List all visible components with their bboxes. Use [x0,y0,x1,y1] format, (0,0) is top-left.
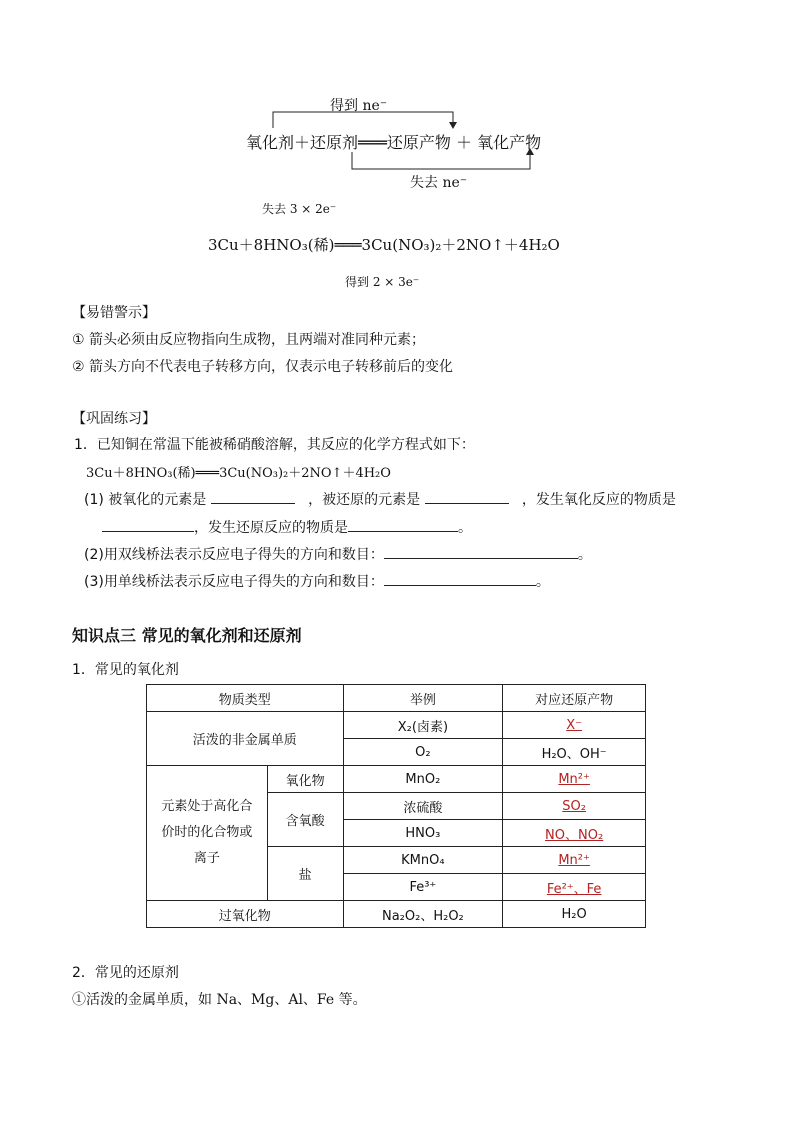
single-bridge-blank[interactable] [384,571,536,586]
period: 。 [577,547,592,563]
loss-label-1: 失去 ne⁻ [410,175,468,191]
subtitle-reducers: 2．常见的还原剂 [72,965,179,981]
cell-example: 浓硫酸 [343,793,503,820]
copper-nitric-equation: 3Cu＋8HNO₃(稀)═══3Cu(NO₃)₂＋2NO↑＋4H₂O [208,236,560,254]
cell-example: KMnO₄ [343,847,503,874]
section-title: 知识点三 常见的氧化剂和还原剂 [72,626,302,645]
cell-product [503,712,646,739]
group-line: 元素处于高化合 [161,799,253,814]
cell-product: H₂O、OH⁻ [503,739,646,766]
warning-item-1: ① 箭头必须由反应物指向生成物，且两端对准同种元素； [72,332,425,348]
subgroup-oxide: 氧化物 [267,766,343,793]
group-high-valence [147,766,268,901]
oxidized-element-prompt: (1) 被氧化的元素是 [84,492,207,508]
warning-title: 【易错警示】 [72,305,156,321]
gain-label-1: 得到 ne⁻ [330,98,388,114]
cell-product [503,820,646,847]
reduction-substance-prompt: ，发生还原反应的物质是 [194,520,348,536]
double-bridge-prompt: (2)用双线桥法表示反应电子得失的方向和数目： [84,547,384,563]
cell-example: HNO₃ [343,820,503,847]
answer-text: NO、NO₂ [545,827,604,843]
answer-text: X⁻ [566,717,582,733]
answer-text: SO₂ [562,798,586,814]
cell-example: Fe³⁺ [343,874,503,901]
answer-text: Fe²⁺、Fe [546,881,602,897]
table-row [147,766,646,793]
loss-label-2: 失去 3 × 2e⁻ [262,202,337,216]
question-1-intro: 1．已知铜在常温下能被稀硝酸溶解，其反应的化学方程式如下： [74,437,475,453]
equals-sign: ═══ [358,133,387,152]
cell-product [503,874,646,901]
header-substance-type: 物质类型 [147,685,344,712]
subgroup-oxyacid: 含氧酸 [267,793,343,847]
group-line: 离子 [193,851,220,866]
cell-product [503,793,646,820]
group-nonmetal: 活泼的非金属单质 [147,712,344,766]
oxidation-substance-blank[interactable] [102,517,194,532]
question-1-sub1-line2 [102,517,472,537]
period: 。 [535,574,550,590]
oxidizer-table [146,684,646,928]
table-header-row [147,685,646,712]
cell-example: O₂ [343,739,503,766]
reduced-element-blank[interactable] [425,489,509,504]
gain-label-2: 得到 2 × 3e⁻ [345,275,420,289]
question-1-sub2 [84,544,592,564]
cell-example: MnO₂ [343,766,503,793]
question-1-equation: 3Cu＋8HNO₃(稀)═══3Cu(NO₃)₂＋2NO↑＋4H₂O [86,466,391,481]
equation-left: 氧化剂＋还原剂 [246,133,359,152]
oxidized-element-blank[interactable] [211,489,295,504]
cell-example: X₂(卤素) [343,712,503,739]
generic-redox-equation [246,130,541,153]
single-bridge-prompt: (3)用单线桥法表示反应电子得失的方向和数目： [84,574,384,590]
table-row [147,901,646,928]
reducer-line-1: ①活泼的金属单质，如 Na、Mg、Al、Fe 等。 [72,992,367,1008]
subtitle-oxidizers: 1．常见的氧化剂 [72,662,179,678]
reduced-element-prompt: ，被还原的元素是 [308,492,421,508]
cell-product [503,847,646,874]
warning-item-2: ② 箭头方向不代表电子转移方向，仅表示电子转移前后的变化 [72,359,453,375]
group-peroxide: 过氧化物 [147,901,344,928]
cell-product [503,766,646,793]
double-bridge-diagram [0,0,794,200]
period: 。 [458,520,472,536]
cell-example: Na₂O₂、H₂O₂ [343,901,503,928]
group-line: 价时的化合物或 [161,825,253,840]
subgroup-salt: 盐 [267,847,343,901]
answer-text: Mn²⁺ [558,771,590,787]
practice-title: 【巩固练习】 [72,411,156,427]
table-row [147,712,646,739]
answer-text: Mn²⁺ [558,852,590,868]
header-example: 举例 [343,685,503,712]
reduction-substance-blank[interactable] [348,517,458,532]
double-bridge-blank[interactable] [384,544,578,559]
oxidation-substance-prompt: ，发生氧化反应的物质是 [521,492,676,508]
question-1-sub1-line1 [84,489,676,509]
cell-product: H₂O [503,901,646,928]
header-reduction-product: 对应还原产物 [503,685,646,712]
equation-right: 还原产物 ＋ 氧化产物 [386,133,542,152]
question-1-sub3 [84,571,550,591]
